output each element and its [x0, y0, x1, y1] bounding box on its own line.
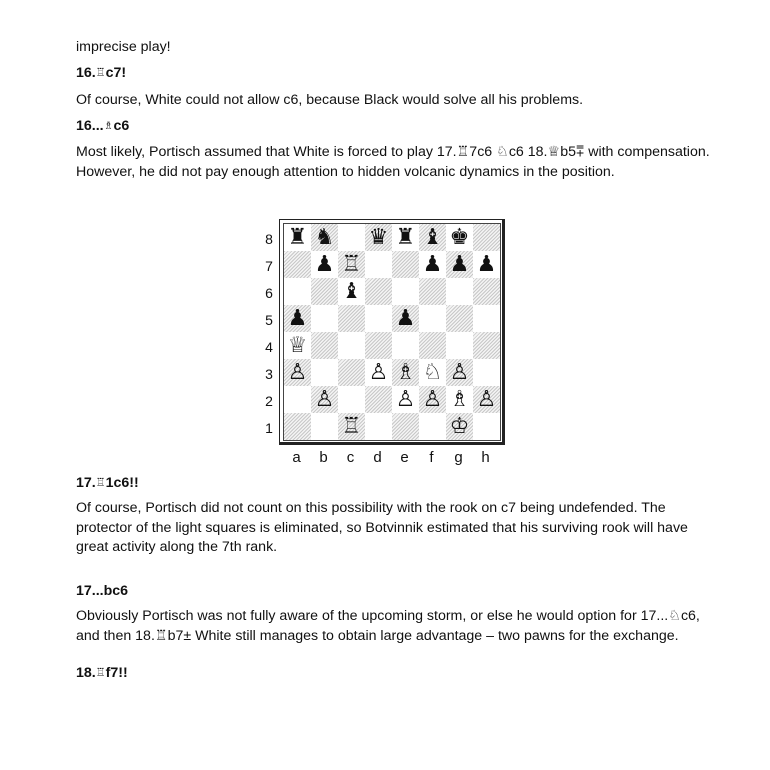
square-e2 [392, 386, 419, 413]
commentary: Of course, Portisch did not count on this possibility with the rook on c7 being undefended. The protector of the light squares is eliminated, so Botvinnik estimated that his surviving rook will have great activity along the 7th rank. [76, 500, 688, 555]
square-e6 [392, 278, 419, 305]
move-heading: 17...bc6 [76, 583, 129, 599]
square-c8 [338, 224, 365, 251]
square-c3 [338, 359, 365, 386]
rook-icon: ♖ [95, 666, 106, 679]
square-h4 [473, 332, 500, 359]
square-e3 [392, 359, 419, 386]
move-heading [76, 664, 128, 683]
file-label: f [429, 449, 434, 466]
move-text: 1c6!! [105, 475, 139, 491]
square-c6 [338, 278, 365, 305]
rook-icon: ♖ [95, 66, 106, 79]
move-text: f7!! [105, 665, 128, 681]
square-c2 [338, 386, 365, 413]
square-b4 [311, 332, 338, 359]
square-c4 [338, 332, 365, 359]
white-pawn-icon: ♙ [422, 387, 443, 412]
square-g6 [446, 278, 473, 305]
rook-icon: ♖ [95, 476, 106, 489]
square-h5 [473, 305, 500, 332]
rank-label: 5 [265, 312, 273, 328]
bishop-icon: ♗ [103, 119, 114, 132]
commentary: Obviously Portisch was not fully aware of the upcoming storm, or else he would option for 17...♘c6, and then 18.♖b7± White still manages to obtain large advantage – two pawns for the exchange. [76, 608, 700, 644]
square-f4 [419, 332, 446, 359]
chess-diagram [279, 219, 505, 445]
commentary: Most likely, Portisch assumed that White is forced to play 17.♖7c6 ♘c6 18.♕b5⩱ with compensation. However, he did not pay enough attention to hidden volcanic dynamics in the position. [76, 144, 710, 180]
square-e1 [392, 413, 419, 440]
square-e5 [392, 305, 419, 332]
square-g8 [446, 224, 473, 251]
white-pawn-icon: ♙ [395, 387, 416, 412]
square-f3 [419, 359, 446, 386]
square-b6 [311, 278, 338, 305]
black-pawn-icon: ♟ [476, 252, 497, 277]
square-b7 [311, 251, 338, 278]
black-bishop-icon: ♝ [422, 225, 443, 250]
square-a2 [284, 386, 311, 413]
square-a8 [284, 224, 311, 251]
square-d6 [365, 278, 392, 305]
square-d7 [365, 251, 392, 278]
square-a7 [284, 251, 311, 278]
square-e4 [392, 332, 419, 359]
rank-label: 8 [265, 231, 273, 247]
black-rook-icon: ♜ [287, 225, 308, 250]
black-bishop-icon: ♝ [341, 279, 362, 304]
white-pawn-icon: ♙ [287, 360, 308, 385]
square-f8 [419, 224, 446, 251]
square-d1 [365, 413, 392, 440]
square-a5 [284, 305, 311, 332]
black-pawn-icon: ♟ [449, 252, 470, 277]
square-d2 [365, 386, 392, 413]
square-a1 [284, 413, 311, 440]
square-h1 [473, 413, 500, 440]
square-g5 [446, 305, 473, 332]
file-label: g [454, 449, 463, 466]
square-a3 [284, 359, 311, 386]
square-b3 [311, 359, 338, 386]
move-heading [76, 474, 139, 493]
black-knight-icon: ♞ [314, 225, 335, 250]
rank-label: 1 [265, 420, 273, 436]
square-f2 [419, 386, 446, 413]
square-h8 [473, 224, 500, 251]
square-d3 [365, 359, 392, 386]
square-b1 [311, 413, 338, 440]
move-text: c7! [105, 65, 127, 81]
square-f6 [419, 278, 446, 305]
black-pawn-icon: ♟ [395, 306, 416, 331]
file-label: d [373, 449, 382, 466]
file-label: c [346, 449, 355, 466]
chess-board [283, 223, 501, 441]
square-h3 [473, 359, 500, 386]
move-number: 17. [76, 475, 96, 491]
square-g7 [446, 251, 473, 278]
square-f1 [419, 413, 446, 440]
black-rook-icon: ♜ [395, 225, 416, 250]
rank-label: 2 [265, 393, 273, 409]
square-b5 [311, 305, 338, 332]
move-heading [76, 64, 126, 83]
square-g4 [446, 332, 473, 359]
move-number: 16. [76, 65, 96, 81]
square-b8 [311, 224, 338, 251]
white-pawn-icon: ♙ [476, 387, 497, 412]
commentary: Of course, White could not allow c6, because Black would solve all his problems. [76, 92, 584, 108]
black-king-icon: ♚ [449, 225, 470, 250]
square-c1 [338, 413, 365, 440]
rank-label: 6 [265, 285, 273, 301]
rank-label: 3 [265, 366, 273, 382]
move-number: 18. [76, 665, 96, 681]
square-h2 [473, 386, 500, 413]
file-label: h [481, 449, 490, 466]
square-b2 [311, 386, 338, 413]
square-d5 [365, 305, 392, 332]
white-king-icon: ♔ [449, 414, 470, 439]
white-queen-icon: ♕ [287, 333, 308, 358]
rank-label: 4 [265, 339, 273, 355]
move-number: 16... [76, 118, 104, 134]
black-pawn-icon: ♟ [422, 252, 443, 277]
square-g1 [446, 413, 473, 440]
square-d8 [365, 224, 392, 251]
text-line: imprecise play! [76, 39, 171, 55]
square-c5 [338, 305, 365, 332]
square-h7 [473, 251, 500, 278]
white-knight-icon: ♘ [422, 360, 443, 385]
square-e8 [392, 224, 419, 251]
square-a4 [284, 332, 311, 359]
file-label: a [292, 449, 301, 466]
white-pawn-icon: ♙ [449, 360, 470, 385]
square-f7 [419, 251, 446, 278]
square-f5 [419, 305, 446, 332]
square-d4 [365, 332, 392, 359]
white-rook-icon: ♖ [341, 252, 362, 277]
black-queen-icon: ♛ [368, 225, 389, 250]
white-pawn-icon: ♙ [314, 387, 335, 412]
square-h6 [473, 278, 500, 305]
black-pawn-icon: ♟ [287, 306, 308, 331]
square-e7 [392, 251, 419, 278]
file-label: b [319, 449, 328, 466]
move-heading [76, 117, 129, 136]
white-rook-icon: ♖ [341, 414, 362, 439]
black-pawn-icon: ♟ [314, 252, 335, 277]
rank-label: 7 [265, 258, 273, 274]
square-g2 [446, 386, 473, 413]
move-text: c6 [113, 118, 130, 134]
square-a6 [284, 278, 311, 305]
white-bishop-icon: ♗ [449, 387, 470, 412]
square-g3 [446, 359, 473, 386]
square-c7 [338, 251, 365, 278]
white-bishop-icon: ♗ [395, 360, 416, 385]
file-label: e [400, 449, 409, 466]
white-pawn-icon: ♙ [368, 360, 389, 385]
